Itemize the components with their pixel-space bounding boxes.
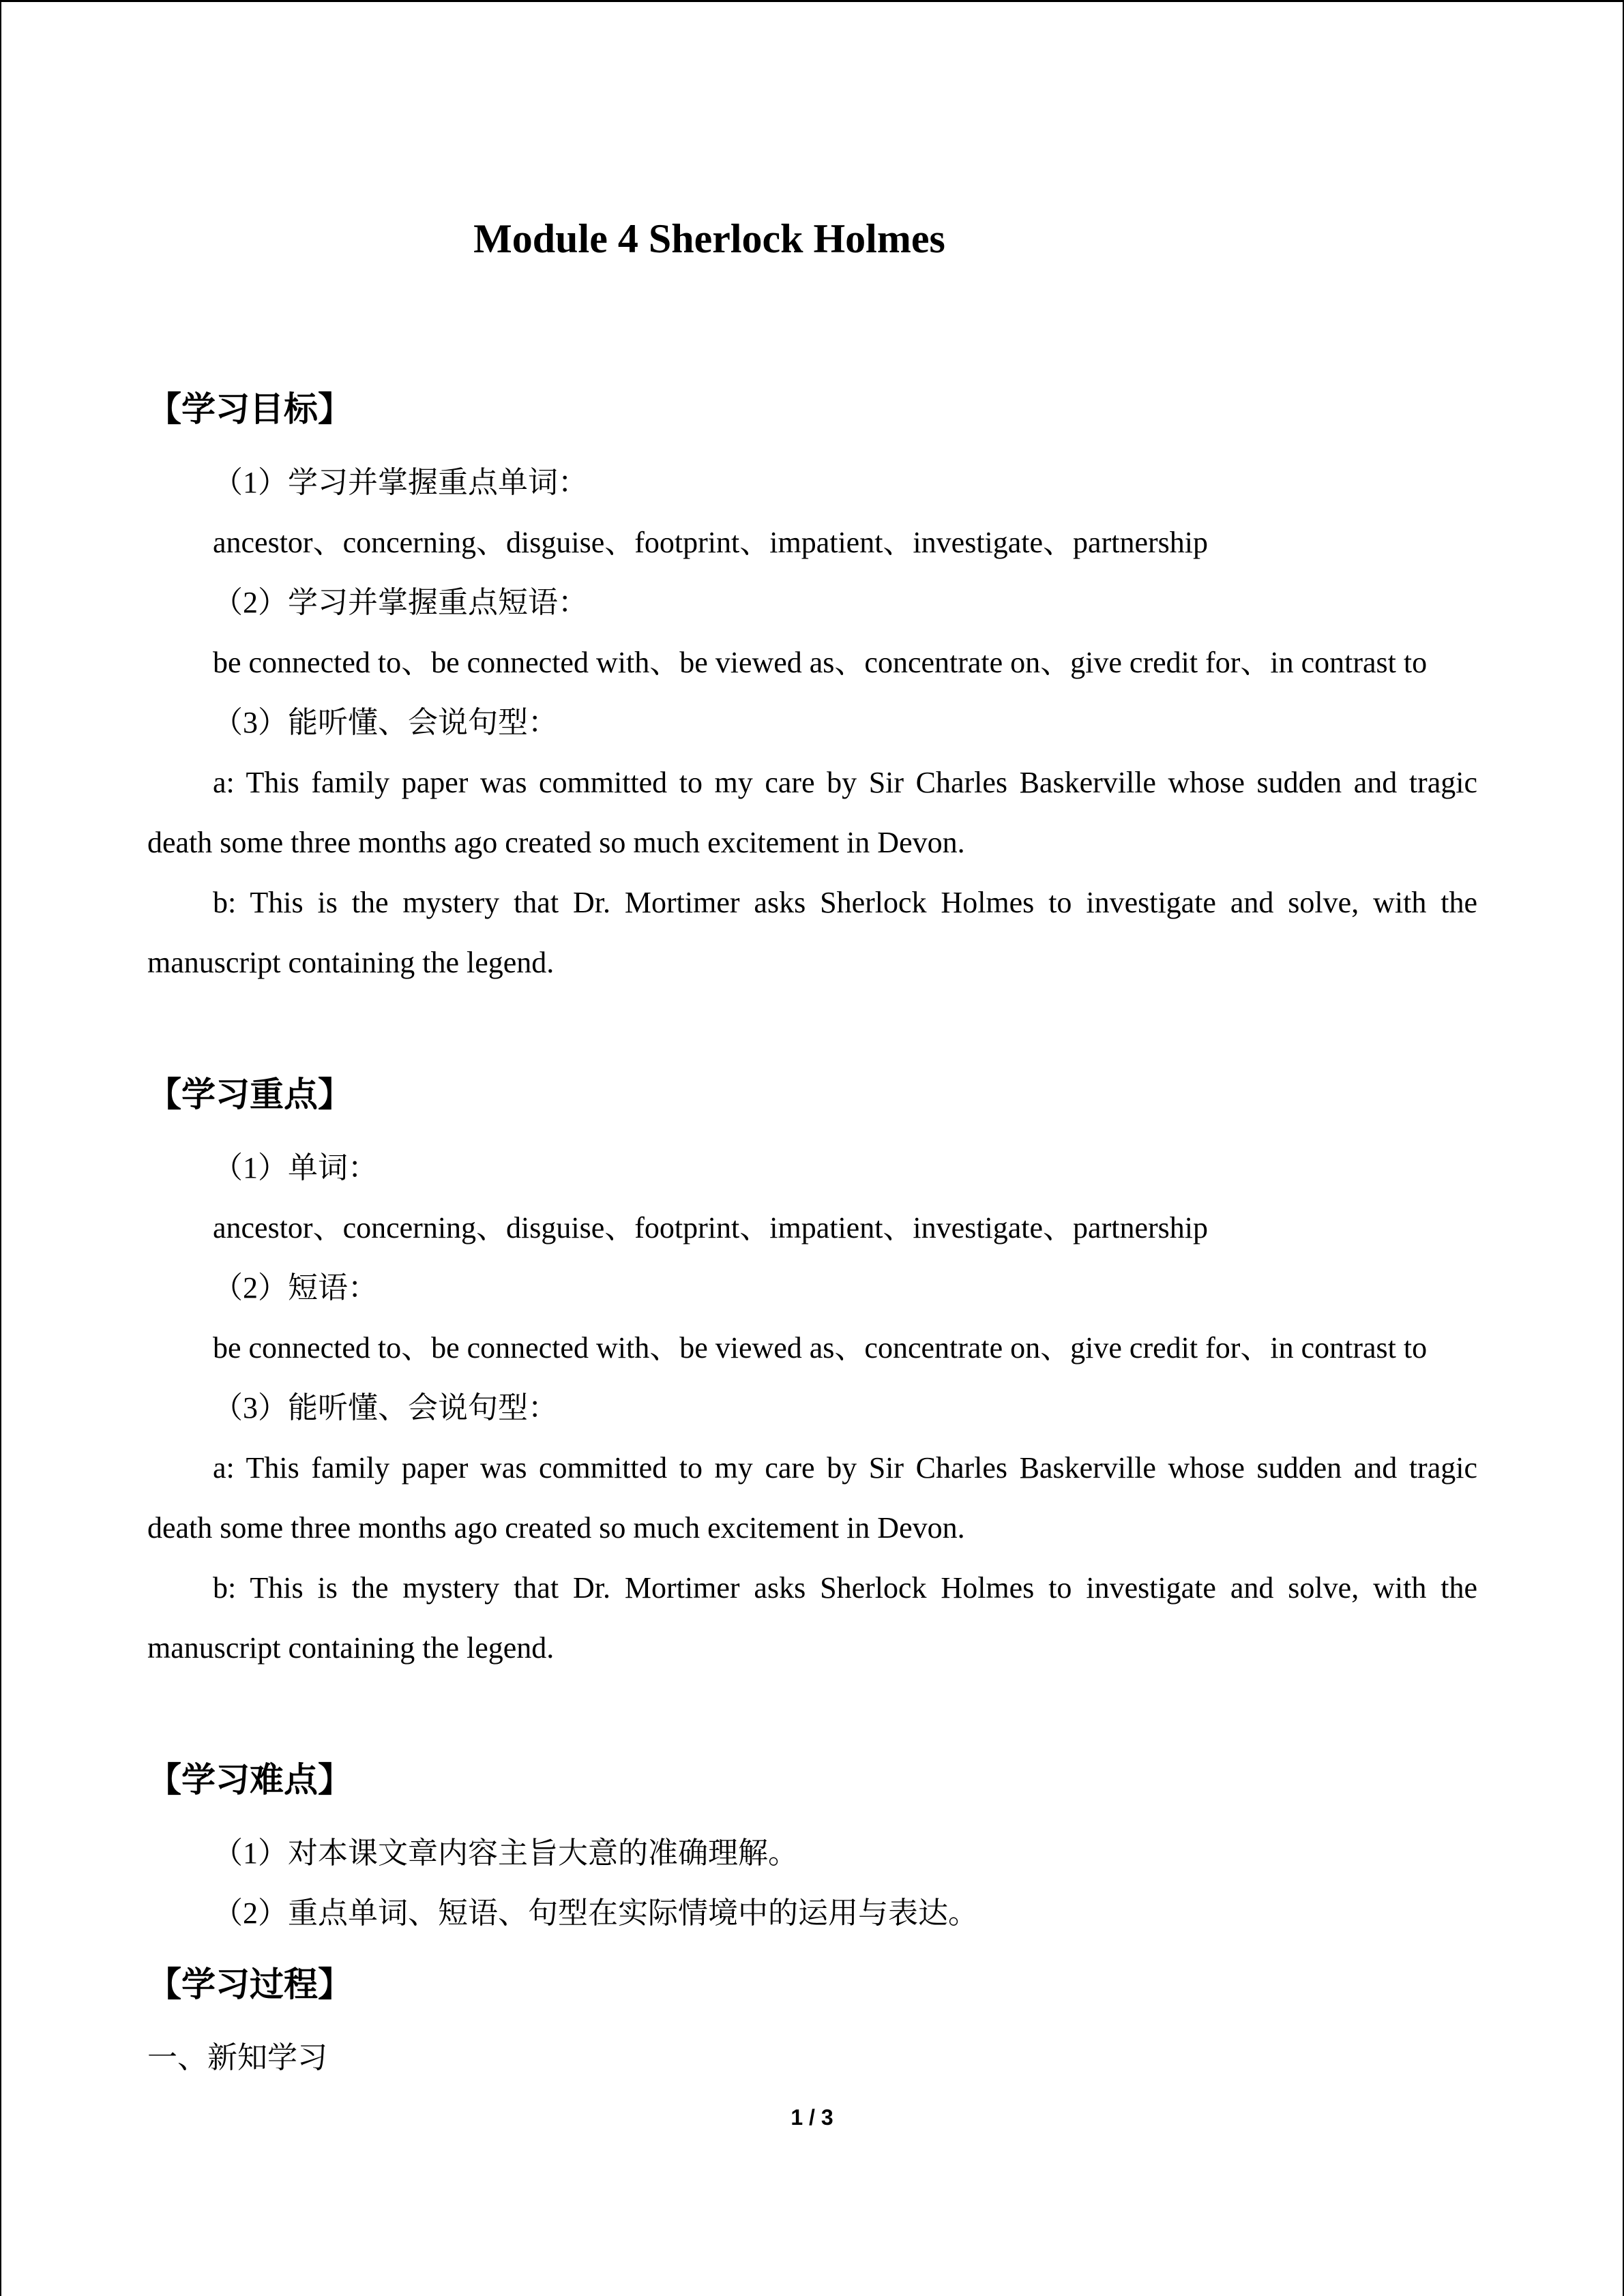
key-points-sentence-a: a: This family paper was committed to my care by Sir Charles Baskerville whose sudden and tragic death some three months ago created so much excitement in Devon. bbox=[147, 1451, 1477, 1545]
objectives-phrases: be connected to、be connected with、be viewed as、concentrate on、give credit for、in contrast to bbox=[213, 646, 1428, 679]
difficulties-section bbox=[147, 1753, 1477, 1943]
process-subheading: 一、新知学习 bbox=[147, 2041, 327, 2074]
key-points-sentences-label: （3）能听懂、会说句型： bbox=[213, 1391, 558, 1425]
objectives-words: ancestor、concerning、disguise、footprint、impatient、investigate、partnership bbox=[213, 526, 1208, 559]
key-points-heading: 【学习重点】 bbox=[147, 1075, 352, 1114]
objectives-sentence-a: a: This family paper was committed to my care by Sir Charles Baskerville whose sudden and tragic death some three months ago created so much excitement in Devon. bbox=[147, 766, 1477, 859]
key-points-words: ancestor、concerning、disguise、footprint、impatient、investigate、partnership bbox=[213, 1211, 1208, 1244]
difficulty-item-1: （1）对本课文章内容主旨大意的准确理解。 bbox=[213, 1836, 798, 1870]
objectives-sentence-b: b: This is the mystery that Dr. Mortimer asks Sherlock Holmes to investigate and solve, with the manuscript containing the legend. bbox=[147, 886, 1477, 979]
difficulty-item-2: （2）重点单词、短语、句型在实际情境中的运用与表达。 bbox=[213, 1896, 978, 1930]
objectives-heading: 【学习目标】 bbox=[147, 389, 352, 429]
key-points-words-label: （1）单词： bbox=[213, 1151, 378, 1184]
objectives-sentences-label: （3）能听懂、会说句型： bbox=[213, 706, 558, 739]
key-points-sentence-b: b: This is the mystery that Dr. Mortimer asks Sherlock Holmes to investigate and solve, with the manuscript containing the legend. bbox=[147, 1571, 1477, 1665]
objectives-phrases-label: （2）学习并掌握重点短语： bbox=[213, 586, 588, 619]
key-points-phrases: be connected to、be connected with、be viewed as、concentrate on、give credit for、in contrast to bbox=[213, 1331, 1428, 1365]
process-heading: 【学习过程】 bbox=[147, 1965, 352, 2004]
difficulties-heading: 【学习难点】 bbox=[147, 1760, 352, 1800]
objectives-words-label: （1）学习并掌握重点单词： bbox=[213, 466, 588, 499]
key-points-section bbox=[147, 1067, 1477, 1678]
key-points-phrases-label: （2）短语： bbox=[213, 1271, 378, 1304]
objectives-section bbox=[147, 382, 1477, 993]
process-section bbox=[147, 1957, 1477, 2088]
page-number: 1 / 3 bbox=[791, 2105, 833, 2130]
page-title: Module 4 Sherlock Holmes bbox=[473, 216, 945, 261]
